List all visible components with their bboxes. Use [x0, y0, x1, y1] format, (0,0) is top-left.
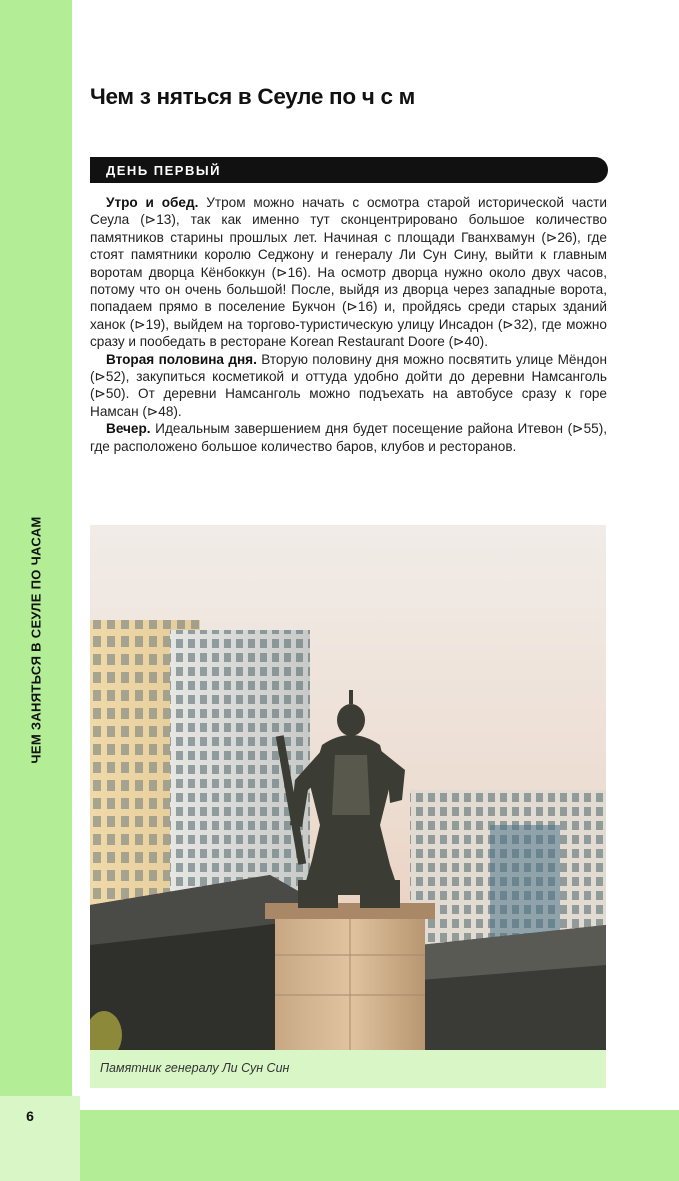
paragraph-text: Вторую половину дня можно посвятить улице Мёндон (⊳52), закупиться косметикой и оттуда удобно дойти до деревни Намсанголь (⊳50). От деревни Намсанголь можно подъехать на автобусе сразу к горе Намсан (⊳48). — [90, 351, 607, 419]
photo-caption: Памятник генералу Ли Сун Син — [100, 1061, 290, 1075]
statue-photo — [90, 525, 606, 1050]
page-title: Чем з няться в Сеуле по ч с м — [90, 84, 415, 109]
paragraph-text: Идеальным завершением дня будет посещение района Итевон (⊳55), где расположено большое количество баров, клубов и ресторанов. — [90, 421, 607, 454]
page-number: 6 — [26, 1108, 34, 1124]
paragraph-heading: Вечер. — [106, 421, 151, 437]
section-header-bar — [90, 157, 608, 183]
side-running-header: ЧЕМ ЗАНЯТЬСЯ В СЕУЛЕ ПО ЧАСАМ — [28, 516, 44, 764]
paragraph-afternoon — [90, 351, 607, 421]
bottom-color-band — [80, 1110, 679, 1181]
body-text — [90, 194, 607, 455]
paragraph-text: Утром можно начать с осмотра старой исторической части Сеула (⊳13), так как именно тут сконцентрировано большое количество памятников старины прошлых лет. Начиная с площади Гванхвамун (⊳26), где стоят памятники королю Седжону и генералу Ли Сун Сину, выйти к главным воротам дворца Кёнбоккун (⊳16). На осмотр дворца нужно около двух часов, потому что он очень большой! После, выйдя из дворца через западные ворота, попадаем прямо в поселение Букчон (⊳16) и, пройдясь среди старых зданий ханок (⊳19), выйдем на торгово-туристическую улицу Инсадон (⊳32), где можно сразу и пообедать в ресторане Korean Restaurant Doore (⊳40). — [90, 195, 607, 350]
paragraph-heading: Утро и обед. — [106, 195, 199, 210]
paragraph-heading: Вторая половина дня. — [106, 351, 257, 367]
paragraph-evening — [90, 420, 607, 455]
section-header-label: ДЕНЬ ПЕРВЫЙ — [106, 163, 221, 178]
photo-caption-box — [90, 1050, 606, 1088]
paragraph-morning — [90, 194, 607, 351]
